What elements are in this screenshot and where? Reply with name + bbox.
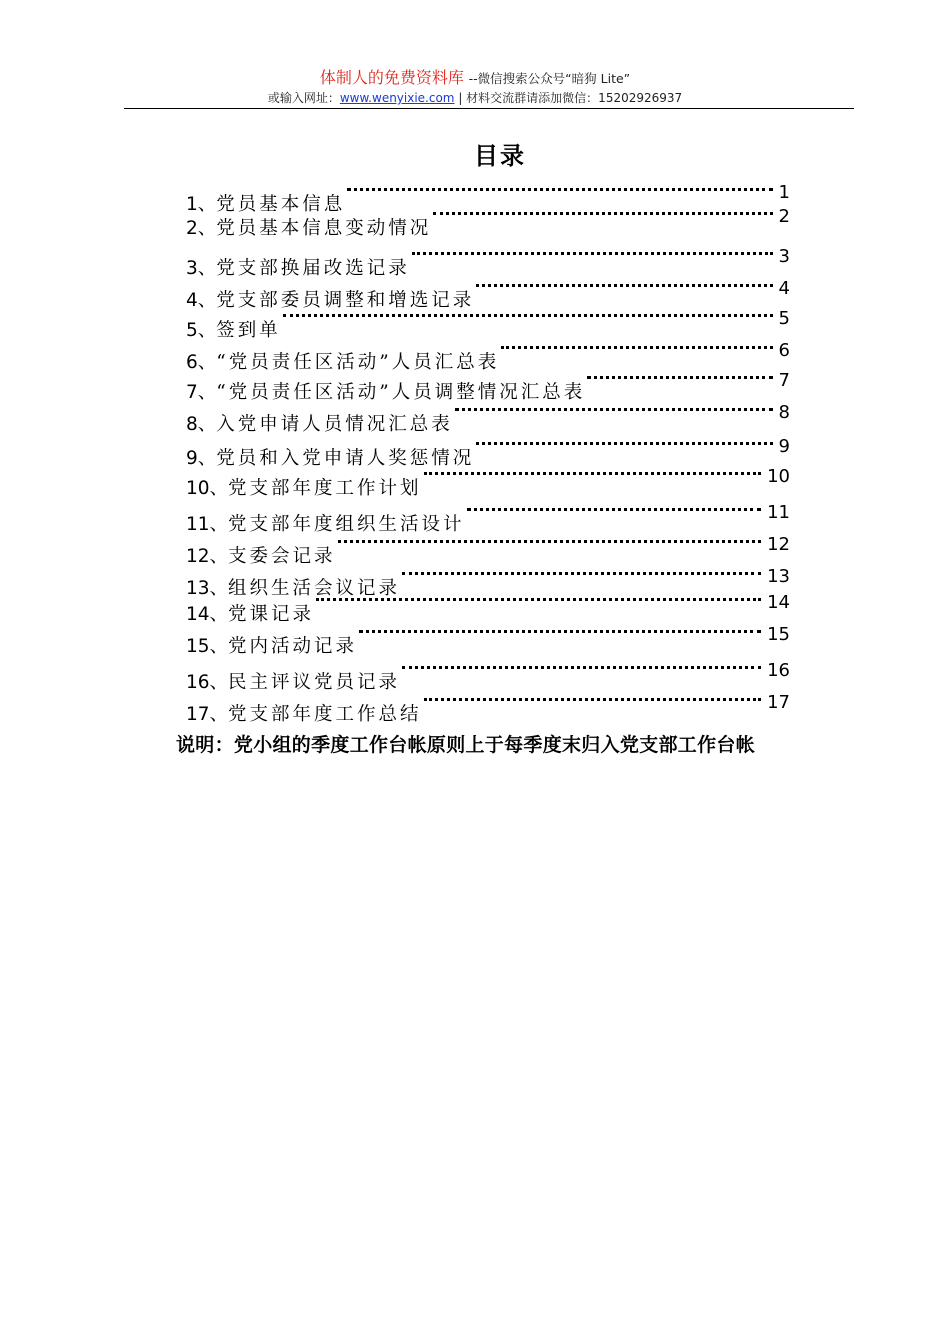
- toc-item-leader-dots: [424, 472, 762, 475]
- header-divider: [124, 108, 854, 109]
- toc-item-leader-dots: [402, 666, 761, 669]
- toc-item-title: 支委会记录: [228, 545, 336, 567]
- toc-item-number: 5、: [186, 319, 217, 341]
- toc-item-number: 7、: [186, 381, 217, 403]
- toc-item[interactable]: [186, 534, 790, 566]
- toc-item[interactable]: [186, 206, 790, 238]
- toc-item-page-number: 7: [778, 370, 790, 391]
- toc-item-page-number: 6: [778, 340, 790, 361]
- toc-item-number: 3、: [186, 257, 217, 279]
- toc-item-label: [186, 257, 410, 279]
- website-link[interactable]: www.wenyixie.com: [339, 91, 455, 105]
- toc-item-page-number: 1: [778, 182, 790, 203]
- toc-item-number: 14、: [186, 603, 229, 625]
- toc-item-number: 10、: [186, 477, 229, 499]
- url-prefix: 或输入网址：: [267, 91, 340, 105]
- toc-item-label: [186, 671, 401, 693]
- toc-item-page-number: 11: [767, 502, 790, 523]
- toc-item-leader-dots: [501, 346, 772, 349]
- toc-item[interactable]: [186, 592, 790, 624]
- toc-item-number: 17、: [186, 703, 229, 725]
- site-name: 体制人的免费资料库: [319, 68, 464, 87]
- toc-item-title: 签到单: [216, 319, 281, 341]
- toc-item[interactable]: [186, 246, 790, 278]
- toc-item-title: 入党申请人员情况汇总表: [216, 413, 453, 435]
- toc-item-number: 11、: [186, 513, 229, 535]
- toc-item[interactable]: [186, 340, 790, 372]
- toc-item-page-number: 10: [767, 466, 790, 487]
- toc-item-leader-dots: [476, 442, 772, 445]
- toc-item-number: 15、: [186, 635, 229, 657]
- toc-item-leader-dots: [467, 508, 762, 511]
- toc-item-number: 4、: [186, 289, 217, 311]
- toc-item-number: 9、: [186, 447, 217, 469]
- toc-item-number: 2、: [186, 217, 217, 239]
- toc-item-leader-dots: [338, 540, 762, 543]
- toc-item-leader-dots: [476, 284, 772, 287]
- wechat-text: --微信搜索公众号“暗狗 Lite”: [468, 71, 631, 86]
- toc-item-leader-dots: [283, 314, 773, 317]
- toc-item-page-number: 14: [767, 592, 790, 613]
- toc-item[interactable]: [186, 502, 790, 534]
- toc-item-leader-dots: [424, 698, 762, 701]
- toc-item-title: 党员基本信息: [216, 193, 346, 215]
- toc-item-title: 组织生活会议记录: [228, 577, 401, 599]
- toc-item[interactable]: [186, 278, 790, 310]
- toc-item-leader-dots: [402, 572, 761, 575]
- toc-item-page-number: 4: [778, 278, 790, 299]
- toc-item-number: 13、: [186, 577, 229, 599]
- document-header: [0, 70, 950, 104]
- toc-item-label: [186, 381, 586, 403]
- toc-item-page-number: 12: [767, 534, 790, 555]
- toc-item-number: 6、: [186, 351, 217, 373]
- toc-item-title: “党员责任区活动”人员调整情况汇总表: [216, 381, 586, 403]
- toc-item-page-number: 16: [767, 660, 790, 681]
- toc-item-title: 党支部委员调整和增选记录: [216, 289, 475, 311]
- toc-item-leader-dots: [359, 630, 761, 633]
- toc-item-page-number: 17: [767, 692, 790, 713]
- toc-item-label: [186, 635, 358, 657]
- toc-item[interactable]: [186, 660, 790, 692]
- toc-item-label: [186, 545, 336, 567]
- toc-item[interactable]: [186, 692, 790, 724]
- toc-item-leader-dots: [433, 212, 772, 215]
- toc-item-leader-dots: [316, 598, 761, 601]
- toc-item-page-number: 8: [778, 402, 790, 423]
- toc-item[interactable]: [186, 436, 790, 468]
- toc-item-title: 党支部年度组织生活设计: [228, 513, 465, 535]
- toc-item[interactable]: [186, 370, 790, 402]
- toc-item-leader-dots: [455, 408, 773, 411]
- toc-item-title: 党支部换届改选记录: [216, 257, 410, 279]
- toc-item-label: [186, 319, 281, 341]
- toc-item-page-number: 3: [778, 246, 790, 267]
- toc-item-number: 8、: [186, 413, 217, 435]
- toc-item-title: 党员和入党申请人奖惩情况: [216, 447, 475, 469]
- toc-item-title: 党员基本信息变动情况: [216, 217, 432, 239]
- toc-item-leader-dots: [347, 188, 772, 191]
- toc-item[interactable]: [186, 308, 790, 340]
- toc-item-title: 党支部年度工作计划: [228, 477, 422, 499]
- toc-item-title: 党课记录: [228, 603, 315, 625]
- toc-item[interactable]: [186, 466, 790, 498]
- toc-item-label: [186, 603, 315, 625]
- toc-item-number: 12、: [186, 545, 229, 567]
- toc-item-title: 党内活动记录: [228, 635, 358, 657]
- toc-item-label: [186, 477, 422, 499]
- toc-item-page-number: 13: [767, 566, 790, 587]
- toc-item-label: [186, 703, 422, 725]
- toc-item-page-number: 15: [767, 624, 790, 645]
- toc-item-leader-dots: [587, 376, 772, 379]
- toc-item-page-number: 5: [778, 308, 790, 329]
- toc-item-title: “党员责任区活动”人员汇总表: [216, 351, 500, 373]
- toc-item-number: 16、: [186, 671, 229, 693]
- header-line-2: [0, 92, 950, 104]
- header-line-1: [0, 70, 950, 86]
- toc-item-page-number: 9: [778, 436, 790, 457]
- toc-item[interactable]: [186, 624, 790, 656]
- contact-text: | 材料交流群请添加微信：15202926937: [458, 91, 683, 105]
- toc-item-number: 1、: [186, 193, 217, 215]
- toc-item[interactable]: [186, 402, 790, 434]
- note-text: 说明：党小组的季度工作台帐原则上于每季度末归入党支部工作台帐: [176, 734, 756, 756]
- toc-item-label: [186, 217, 432, 239]
- toc-item-page-number: 2: [778, 206, 790, 227]
- toc-item-label: [186, 413, 453, 435]
- toc-item-title: 民主评议党员记录: [228, 671, 401, 693]
- toc-item-label: [186, 513, 465, 535]
- page-title: 目录: [474, 142, 526, 170]
- toc-item-leader-dots: [412, 252, 773, 255]
- toc-item-title: 党支部年度工作总结: [228, 703, 422, 725]
